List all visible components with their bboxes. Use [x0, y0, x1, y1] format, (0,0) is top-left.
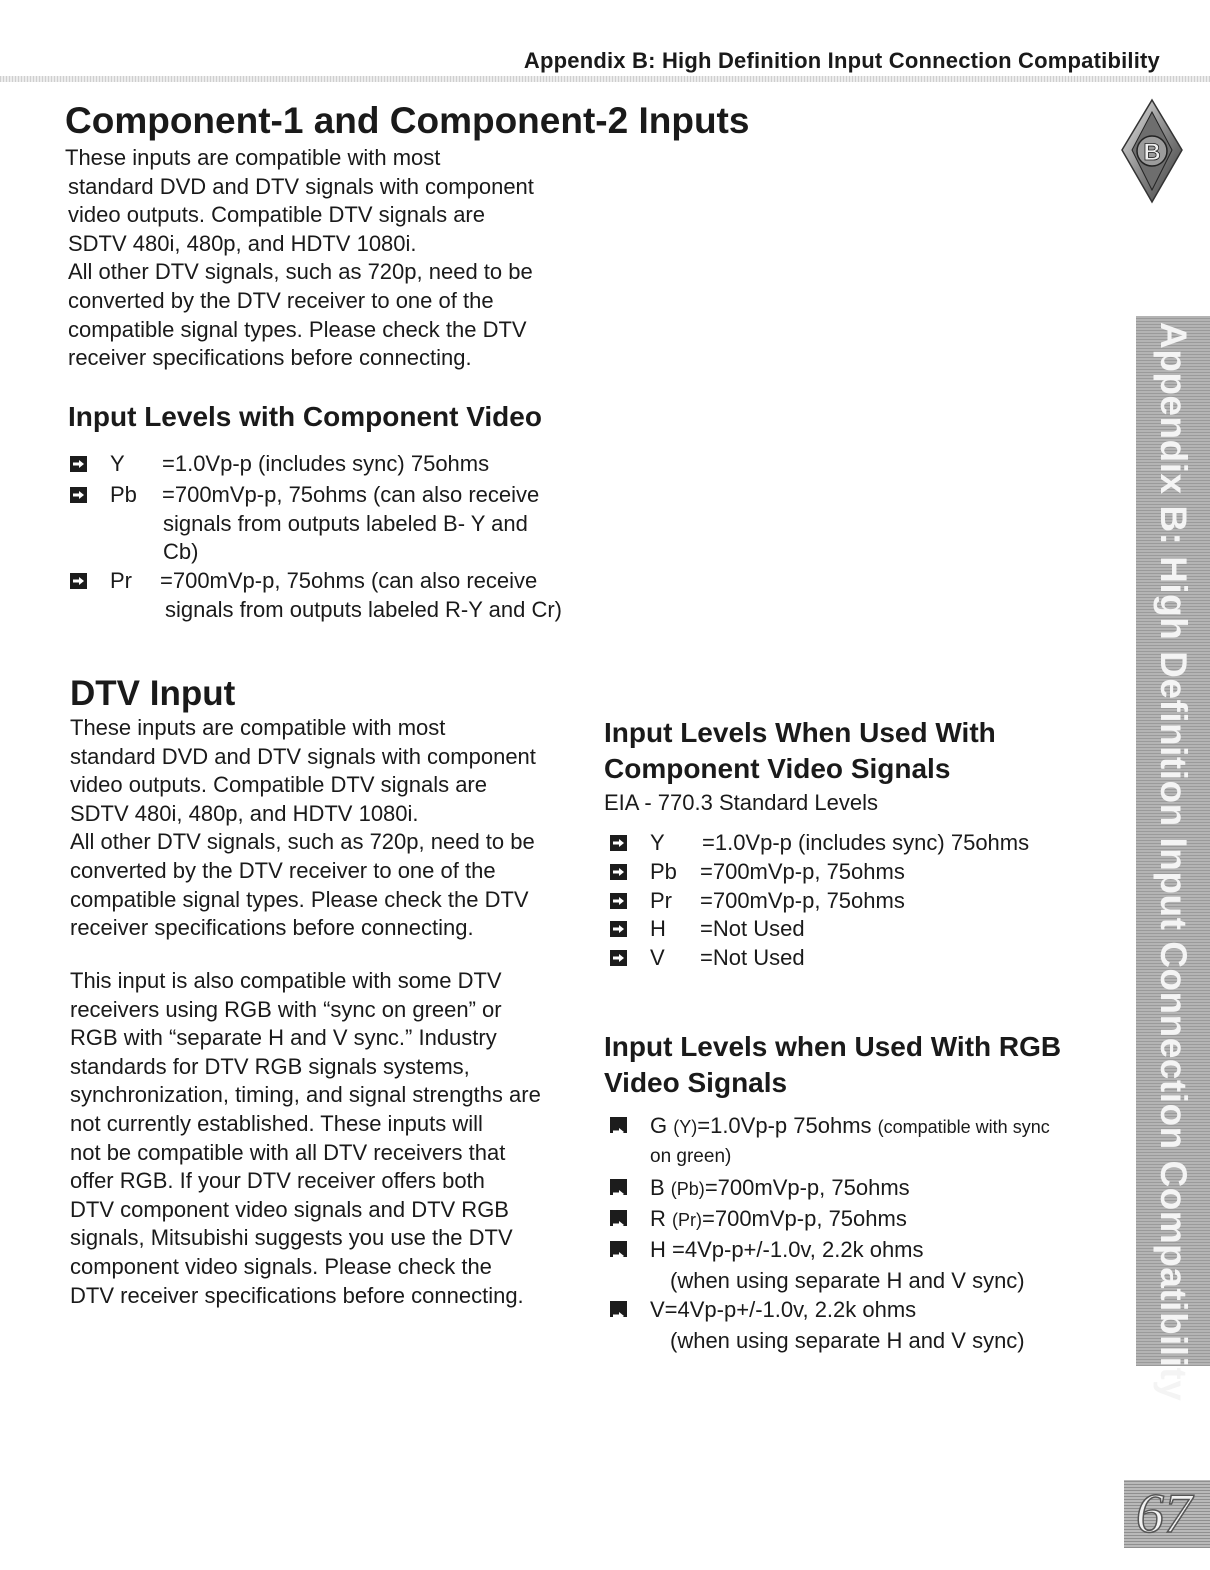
- list-item: [610, 1234, 1110, 1296]
- component-inputs-paragraph: [65, 144, 534, 373]
- arrow-right-icon: [610, 1241, 627, 1257]
- side-tab: [1136, 316, 1210, 1402]
- text-line: All other DTV signals, such as 720p, need to be: [70, 829, 535, 855]
- arrow-right-icon: [610, 1301, 627, 1317]
- list-item: [610, 1172, 1110, 1203]
- rgb-level-text: [650, 1110, 1050, 1143]
- list-item: [610, 858, 1070, 888]
- list-item: [610, 1294, 1110, 1356]
- text-line: receiver specifications before connecting.: [70, 915, 474, 941]
- signal-value: =700mVp-p, 75ohms (can also receive: [160, 568, 538, 593]
- list-item: [610, 887, 1070, 917]
- signal-alias: (Pr): [672, 1210, 702, 1230]
- text-line: compatible signal types. Please check the DTV: [68, 316, 527, 342]
- arrow-right-icon: [610, 835, 627, 851]
- text-line: These inputs are compatible with most: [70, 715, 446, 740]
- text-line: synchronization, timing, and signal strengths are: [70, 1082, 541, 1108]
- text-line: standard DVD and DTV signals with component: [68, 173, 534, 199]
- text-line: DTV component video signals and DTV RGB: [70, 1196, 509, 1222]
- text-line: not currently established. These inputs will: [70, 1110, 483, 1136]
- signal-label: Y: [110, 451, 125, 476]
- text-line: compatible signal types. Please check the DTV: [70, 886, 529, 912]
- component-signals-heading: [604, 715, 996, 787]
- signal-value-cont: signals from outputs labeled R-Y and Cr): [165, 596, 563, 622]
- signal-label: H: [650, 916, 666, 941]
- list-item: [610, 915, 1070, 945]
- text-line: standards for DTV RGB signals systems,: [70, 1053, 470, 1079]
- signal-label: Pr: [110, 568, 132, 593]
- rgb-signals-heading: [604, 1029, 1061, 1101]
- standard-levels-subheading: EIA - 770.3 Standard Levels: [604, 790, 878, 815]
- signal-value: =700mVp-p, 75ohms: [700, 859, 905, 884]
- signal-value-cont: Cb): [163, 539, 199, 565]
- arrow-right-icon: [610, 1117, 627, 1133]
- text-line: SDTV 480i, 480p, and HDTV 1080i.: [70, 800, 419, 826]
- signal-value: =700mVp-p, 75ohms: [702, 1206, 907, 1231]
- signal-value-cont: signals from outputs labeled B- Y and: [163, 510, 528, 536]
- arrow-right-icon: [70, 487, 87, 503]
- text-line: All other DTV signals, such as 720p, need to be: [68, 259, 533, 285]
- dtv-input-paragraph-2: [70, 967, 541, 1310]
- text-line: not be compatible with all DTV receivers that: [70, 1139, 506, 1165]
- text-line: standard DVD and DTV signals with component: [70, 743, 536, 769]
- signal-label: Y: [650, 830, 665, 855]
- arrow-right-icon: [610, 1210, 627, 1226]
- text-line: SDTV 480i, 480p, and HDTV 1080i.: [68, 230, 417, 256]
- signal-value: =Not Used: [700, 916, 805, 941]
- signal-value-cont: on green): [650, 1146, 732, 1167]
- list-item: [70, 481, 590, 571]
- signal-alias: (Pb): [670, 1179, 705, 1199]
- heading-line: Component Video Signals: [604, 753, 951, 784]
- arrow-right-icon: [610, 950, 627, 966]
- signal-value: H =4Vp-p+/-1.0v, 2.2k ohms: [650, 1237, 924, 1262]
- signal-note: (compatible with sync: [877, 1117, 1050, 1137]
- header-rule: [0, 76, 1210, 82]
- component-inputs-heading: Component-1 and Component-2 Inputs: [65, 100, 750, 141]
- text-line: This input is also compatible with some DTV: [70, 968, 502, 993]
- rgb-level-text: [650, 1172, 910, 1205]
- dtv-input-heading: DTV Input: [70, 674, 236, 713]
- text-line: converted by the DTV receiver to one of the: [68, 287, 494, 313]
- signal-alias: (Y): [673, 1117, 698, 1137]
- list-item: [610, 1203, 1110, 1234]
- input-levels-component-heading: Input Levels with Component Video: [68, 401, 542, 432]
- heading-line: Input Levels When Used With: [604, 717, 996, 748]
- signal-value: =Not Used: [700, 945, 805, 970]
- text-line: video outputs. Compatible DTV signals are: [68, 202, 485, 228]
- signal-label: B: [650, 1175, 671, 1200]
- signal-label: G: [650, 1113, 674, 1138]
- signal-value-cont: (when using separate H and V sync): [670, 1328, 1025, 1353]
- badge-letter: B: [1143, 139, 1161, 166]
- signal-value: =1.0Vp-p (includes sync) 75ohms: [162, 451, 490, 476]
- rgb-level-text: [650, 1203, 907, 1236]
- arrow-right-icon: [610, 864, 627, 880]
- list-item: [610, 1110, 1110, 1172]
- text-line: component video signals. Please check the: [70, 1253, 492, 1279]
- text-line: These inputs are compatible with most: [65, 145, 441, 170]
- text-line: DTV receiver specifications before connecting.: [70, 1282, 524, 1308]
- text-line: offer RGB. If your DTV receiver offers both: [70, 1168, 485, 1194]
- text-line: RGB with “separate H and V sync.” Industry: [70, 1025, 497, 1051]
- page-number: 67: [1136, 1483, 1192, 1545]
- signal-label: Pr: [650, 888, 672, 913]
- arrow-right-icon: [610, 921, 627, 937]
- signal-label: R: [650, 1206, 672, 1231]
- signal-label: Pb: [650, 859, 677, 884]
- signal-value: =700mVp-p, 75ohms (can also receive: [162, 482, 540, 507]
- text-line: receiver specifications before connecting.: [68, 345, 472, 371]
- list-item: [70, 450, 590, 480]
- signal-label: Pb: [110, 482, 137, 507]
- signal-value-cont: (when using separate H and V sync): [670, 1268, 1025, 1293]
- list-item: [610, 829, 1070, 859]
- signal-value: V=4Vp-p+/-1.0v, 2.2k ohms: [650, 1297, 917, 1322]
- signal-value: =700mVp-p, 75ohms: [704, 1175, 910, 1200]
- text-line: video outputs. Compatible DTV signals are: [70, 772, 487, 798]
- list-item: [70, 567, 590, 627]
- signal-value: =700mVp-p, 75ohms: [700, 888, 905, 913]
- heading-line: Input Levels when Used With RGB: [604, 1031, 1062, 1062]
- signal-label: V: [650, 945, 665, 970]
- side-tab-label: Appendix B: High Definition Input Connection Compatibility: [1153, 322, 1194, 1402]
- text-line: signals, Mitsubishi suggests you use the DTV: [70, 1225, 513, 1251]
- arrow-right-icon: [70, 573, 87, 589]
- dtv-input-paragraph-1: [70, 714, 536, 943]
- list-item: [610, 944, 1070, 974]
- page-number-box: [1124, 1480, 1210, 1548]
- appendix-badge: [1120, 98, 1184, 204]
- text-line: converted by the DTV receiver to one of the: [70, 857, 496, 883]
- heading-line: Video Signals: [604, 1067, 788, 1098]
- running-header: Appendix B: High Definition Input Connection Compatibility: [523, 48, 1160, 73]
- arrow-right-icon: [610, 1179, 627, 1195]
- arrow-right-icon: [610, 893, 627, 909]
- arrow-right-icon: [70, 456, 87, 472]
- signal-value: =1.0Vp-p (includes sync) 75ohms: [702, 830, 1030, 855]
- text-line: receivers using RGB with “sync on green” or: [70, 996, 502, 1022]
- signal-value: =1.0Vp-p 75ohms: [697, 1113, 878, 1138]
